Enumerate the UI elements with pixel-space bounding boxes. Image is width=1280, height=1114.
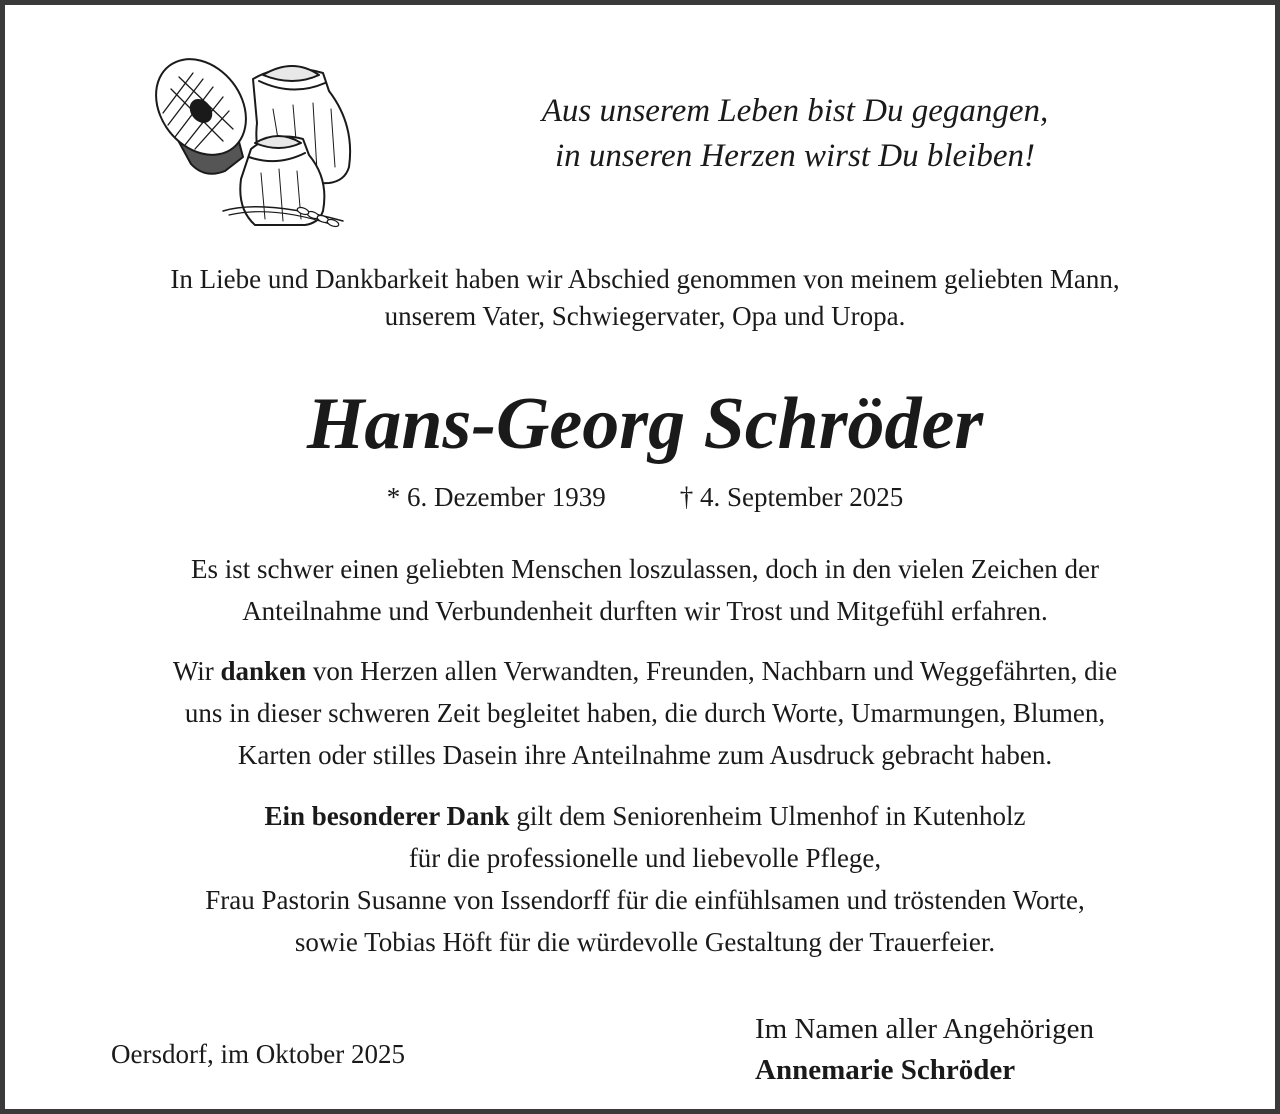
intro-line: In Liebe und Dankbarkeit haben wir Abschied genommen von meinem geliebten Mann, <box>170 264 1120 294</box>
signature-block <box>755 1009 1094 1091</box>
motto-line: Aus unserem Leben bist Du gegangen, <box>541 93 1049 129</box>
signature-name-text: Annemarie Schröder <box>755 1054 1016 1086</box>
thanks-emphasis: danken <box>220 656 307 686</box>
special-thanks-paragraph <box>45 795 1245 963</box>
intro-line: unserem Vater, Schwiegervater, Opa und Uropa. <box>384 301 906 331</box>
paragraph-line: für die professionelle und liebevolle Pflege, <box>408 843 882 873</box>
place-and-date: Oersdorf, im Oktober 2025 <box>111 1039 405 1069</box>
paragraph-line: uns in dieser schweren Zeit begleitet haben, die durch Worte, Umarmungen, Blumen, <box>184 698 1106 728</box>
signature-line: Im Namen aller Angehörigen <box>755 1013 1095 1045</box>
paragraph-line <box>45 795 1245 837</box>
paragraph-line: Anteilnahme und Verbundenheit durften wir Trost und Mitgefühl erfahren. <box>242 596 1048 626</box>
death-date: † 4. September 2025 <box>679 482 904 512</box>
motto-line: in unseren Herzen wirst Du bleiben! <box>555 138 1035 174</box>
condolence-paragraph <box>45 548 1245 632</box>
motto-verse <box>475 89 1115 179</box>
intro-text <box>45 261 1245 335</box>
paragraph-line: sowie Tobias Höft für die würdevolle Gestaltung der Trauerfeier. <box>294 927 996 957</box>
signature-name <box>755 1050 1094 1091</box>
paragraph-line: Frau Pastorin Susanne von Issendorff für die einfühlsamen und tröstenden Worte, <box>205 885 1085 915</box>
paragraph-line <box>45 650 1245 692</box>
thanks-post: von Herzen allen Verwandten, Freunden, Nachbarn und Weggefährten, die <box>306 656 1118 686</box>
thanks-pre: Wir <box>172 656 221 686</box>
special-thanks-emphasis: Ein besonderer Dank <box>264 801 510 831</box>
paragraph-line: Karten oder stilles Dasein ihre Anteilnahme zum Ausdruck gebracht haben. <box>237 740 1053 770</box>
special-thanks-post: gilt dem Seniorenheim Ulmenhof in Kutenholz <box>509 801 1026 831</box>
thanks-paragraph <box>45 650 1245 776</box>
life-dates <box>245 479 1045 515</box>
birth-date: * 6. Dezember 1939 <box>386 482 606 512</box>
millstone-and-flour-sacks-icon <box>133 39 365 229</box>
deceased-name: Hans-Georg Schröder <box>306 383 984 465</box>
paragraph-line: Es ist schwer einen geliebten Menschen loszulassen, doch in den vielen Zeichen der <box>191 554 1099 584</box>
